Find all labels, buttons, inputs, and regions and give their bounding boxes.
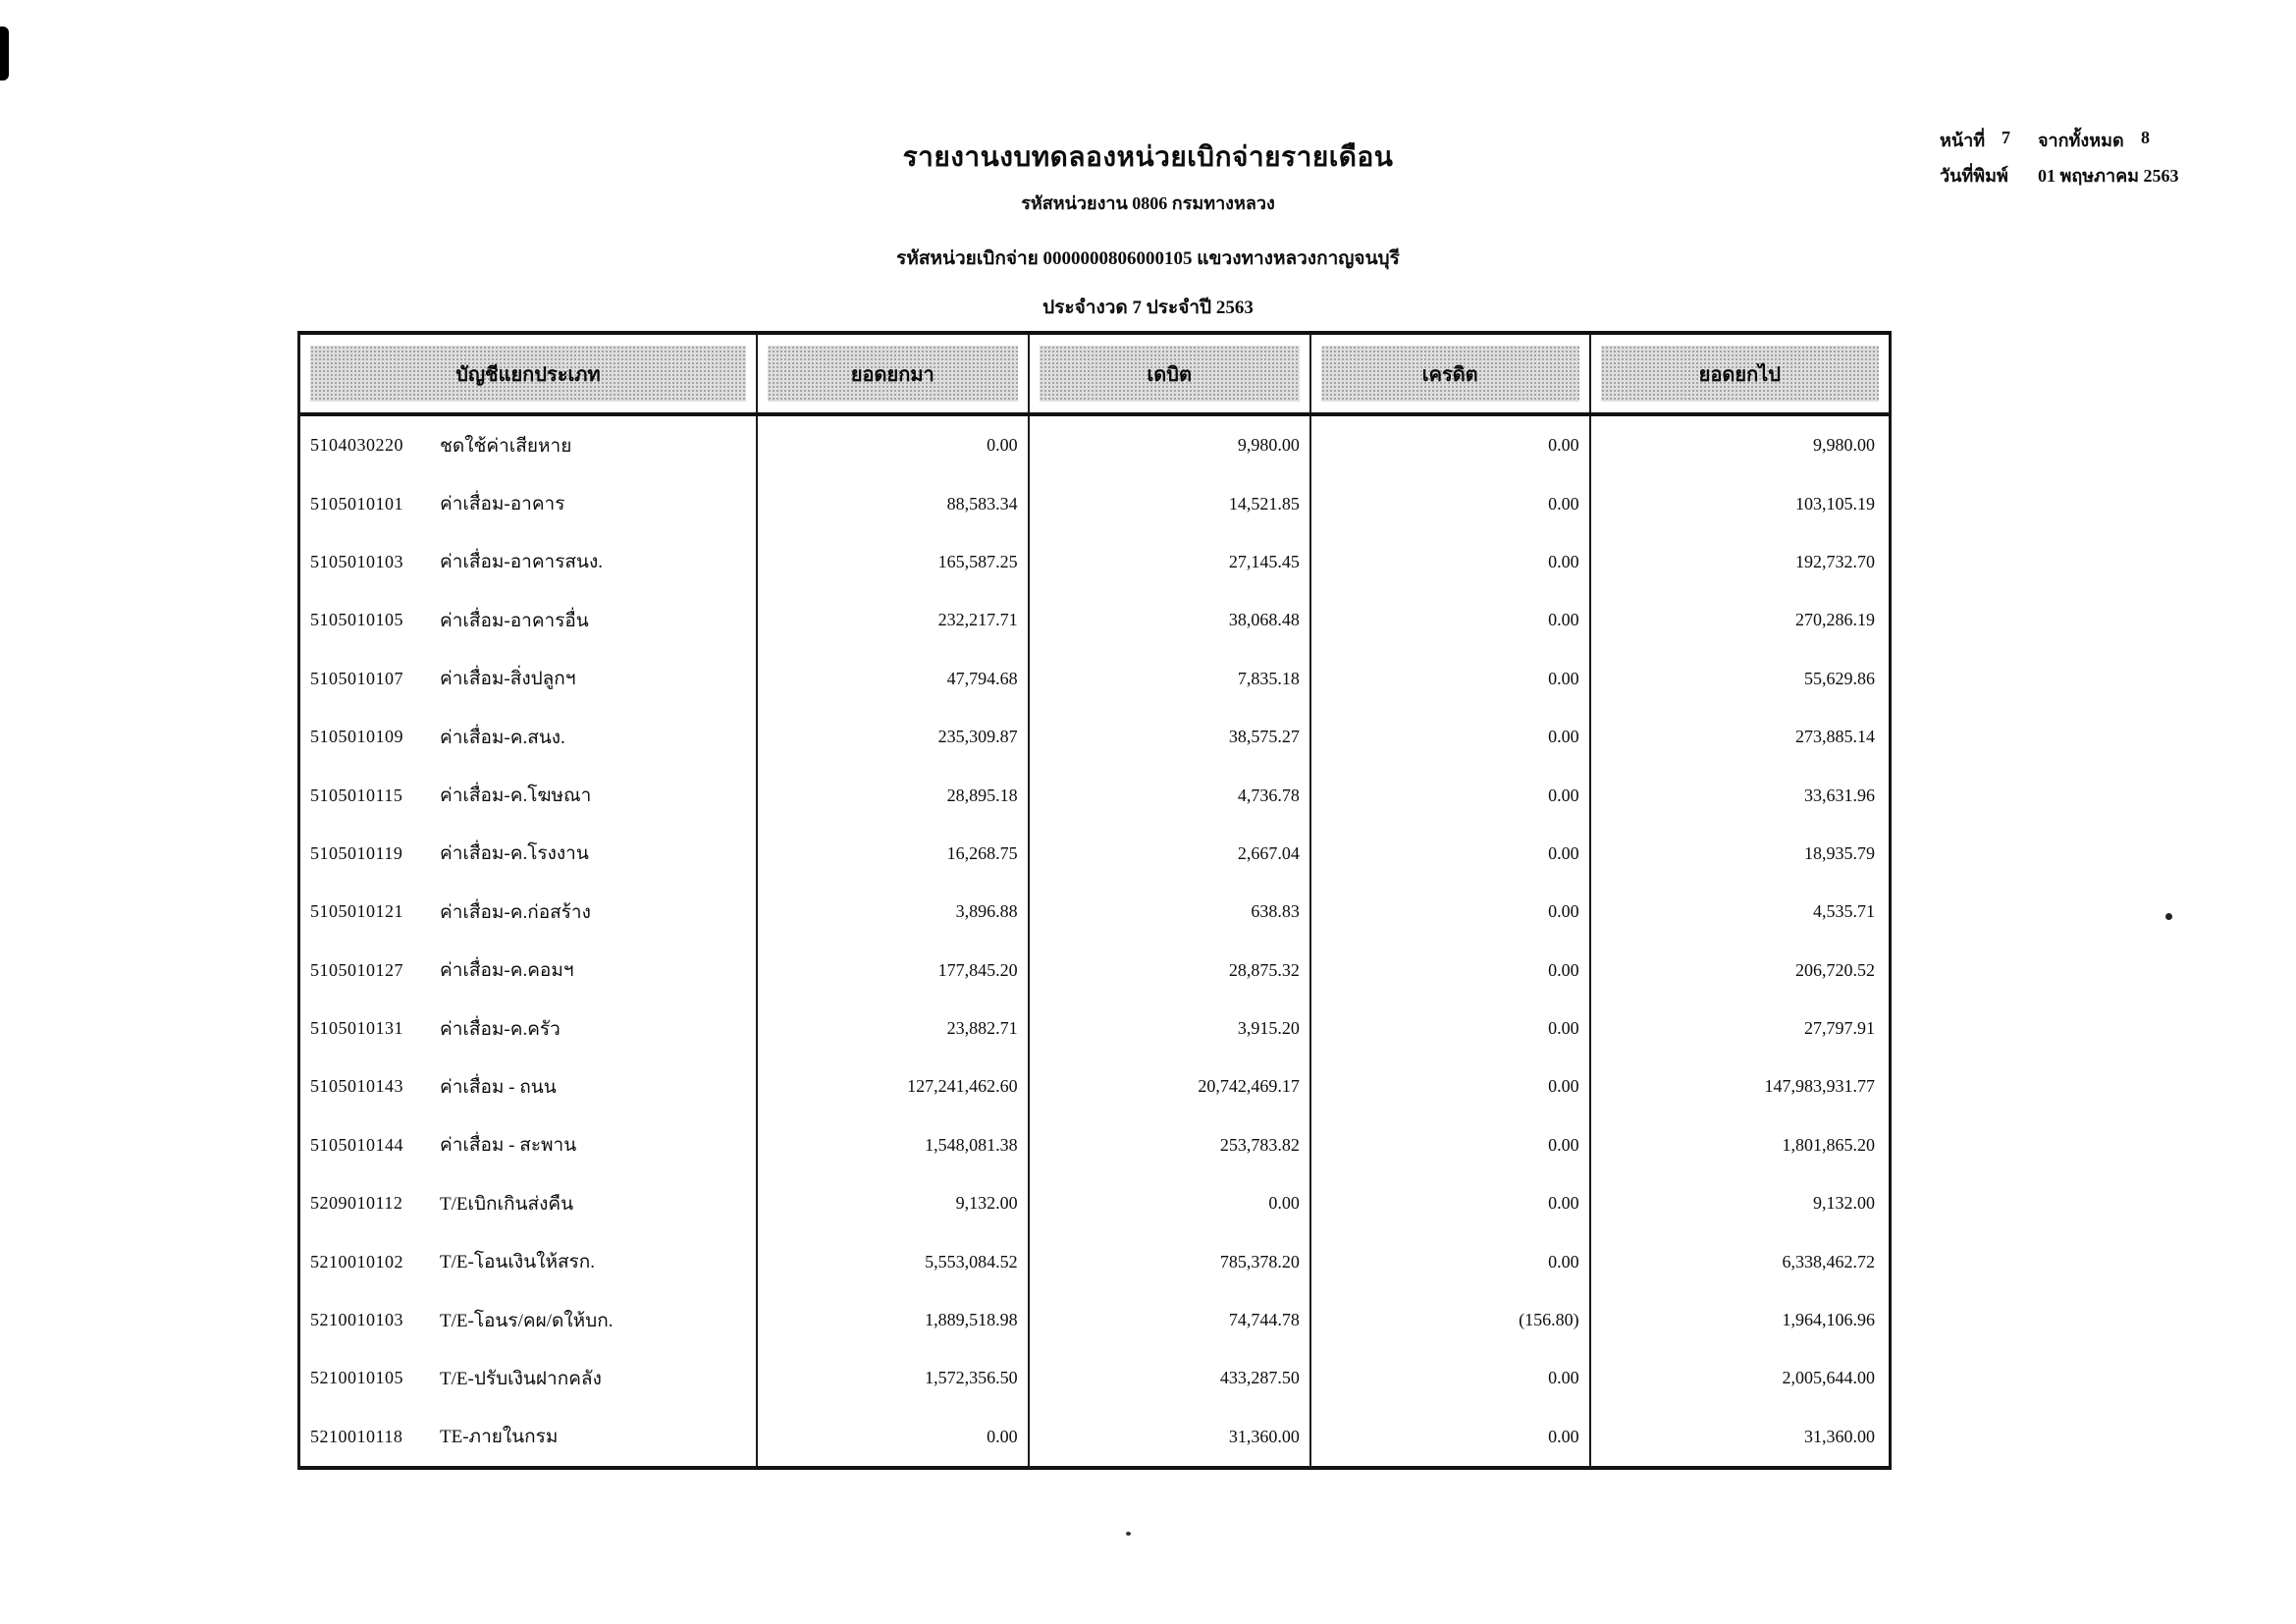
account-cell — [300, 766, 758, 824]
col-header-closing — [1591, 335, 1889, 412]
closing-balance-cell: 1,964,106.96 — [1782, 1310, 1875, 1330]
table-row — [300, 1116, 1889, 1174]
debit-cell: 433,287.50 — [1030, 1349, 1311, 1407]
account-cell — [300, 474, 758, 532]
closing-balance-cell: 31,360.00 — [1803, 1426, 1875, 1446]
debit-cell: 638.83 — [1030, 883, 1311, 941]
account-code: 5105010115 — [310, 785, 403, 805]
account-name: ค่าเสื่อม-อาคารอื่น — [440, 610, 589, 631]
account-cell — [300, 942, 758, 1000]
debit-cell: 20,742,469.17 — [1030, 1057, 1311, 1115]
table-row — [300, 766, 1889, 824]
table-body — [300, 416, 1889, 1466]
trial-balance-table — [297, 331, 1892, 1470]
credit-cell: 0.00 — [1311, 533, 1591, 591]
credit-cell: 0.00 — [1311, 825, 1591, 883]
closing-balance-cell: 273,885.14 — [1794, 727, 1875, 747]
col-header-opening — [758, 335, 1030, 412]
debit-cell: 0.00 — [1030, 1174, 1311, 1232]
account-cell — [300, 1349, 758, 1407]
account-name: ค่าเสื่อม-สิ่งปลูกฯ — [440, 669, 576, 690]
opening-balance-cell: 5,553,084.52 — [758, 1232, 1030, 1290]
account-cell — [300, 1174, 758, 1232]
credit-cell: 0.00 — [1311, 766, 1591, 824]
account-code: 5105010119 — [310, 842, 403, 863]
opening-balance-cell: 1,889,518.98 — [758, 1291, 1030, 1349]
credit-cell: 0.00 — [1311, 1174, 1591, 1232]
debit-cell: 4,736.78 — [1030, 766, 1311, 824]
table-row — [300, 942, 1889, 1000]
account-code: 5210010102 — [310, 1251, 403, 1272]
account-cell — [300, 533, 758, 591]
table-row — [300, 1057, 1889, 1115]
col-header-credit-label: เครดิต — [1421, 363, 1478, 386]
account-cell — [300, 1232, 758, 1290]
account-name: ค่าเสื่อม-อาคาร — [440, 494, 565, 515]
table-row — [300, 1232, 1889, 1290]
account-code: 5105010107 — [310, 668, 403, 688]
account-cell — [300, 825, 758, 883]
account-name: ค่าเสื่อม-ค.โฆษณา — [440, 785, 592, 807]
account-name: ค่าเสื่อม - สะพาน — [440, 1135, 577, 1157]
total-pages: 8 — [2141, 128, 2150, 147]
debit-cell: 14,521.85 — [1030, 474, 1311, 532]
table-row — [300, 1174, 1889, 1232]
col-header-closing-label: ยอดยกไป — [1698, 363, 1781, 386]
account-code: 5210010105 — [310, 1368, 403, 1388]
credit-cell: 0.00 — [1311, 708, 1591, 766]
account-name: T/E-โอนเงินให้สรก. — [440, 1252, 596, 1273]
account-cell — [300, 416, 758, 474]
debit-cell: 7,835.18 — [1030, 650, 1311, 708]
table-row — [300, 1408, 1889, 1466]
opening-balance-cell: 235,309.87 — [758, 708, 1030, 766]
opening-balance-cell: 28,895.18 — [758, 766, 1030, 824]
account-code: 5105010109 — [310, 727, 403, 747]
table-row — [300, 825, 1889, 883]
table-row — [300, 533, 1889, 591]
credit-cell: 0.00 — [1311, 474, 1591, 532]
credit-cell: 0.00 — [1311, 1116, 1591, 1174]
account-code: 5105010144 — [310, 1134, 403, 1155]
col-header-debit-label: เดบิต — [1147, 363, 1192, 386]
page-number: 7 — [2002, 128, 2010, 147]
account-code: 5105010101 — [310, 493, 403, 514]
credit-cell: 0.00 — [1311, 416, 1591, 474]
closing-balance-cell: 147,983,931.77 — [1764, 1076, 1875, 1097]
debit-cell: 3,915.20 — [1030, 1000, 1311, 1057]
credit-cell: 0.00 — [1311, 942, 1591, 1000]
account-name: T/Eเบิกเกินส่งคืน — [440, 1193, 574, 1215]
opening-balance-cell: 0.00 — [758, 1408, 1030, 1466]
account-name: ค่าเสื่อม-ค.ก่อสร้าง — [440, 901, 591, 923]
account-code: 5105010105 — [310, 610, 403, 630]
closing-balance-cell: 6,338,462.72 — [1782, 1251, 1875, 1272]
closing-balance-cell: 2,005,644.00 — [1782, 1368, 1875, 1388]
closing-balance-cell: 270,286.19 — [1794, 610, 1875, 630]
opening-balance-cell: 177,845.20 — [758, 942, 1030, 1000]
account-cell — [300, 1408, 758, 1466]
page-info — [1940, 126, 2293, 204]
account-code: 5105010131 — [310, 1018, 403, 1039]
col-header-debit — [1030, 335, 1311, 412]
opening-balance-cell: 232,217.71 — [758, 591, 1030, 649]
opening-balance-cell: 127,241,462.60 — [758, 1057, 1030, 1115]
disbursement-unit-line: รหัสหน่วยเบิกจ่าย 0000000806000105 แขวงทางหลวงกาญจนบุรี — [896, 248, 1400, 269]
closing-balance-cell: 9,132.00 — [1812, 1193, 1875, 1214]
account-name: T/E-ปรับเงินฝากคลัง — [440, 1368, 602, 1389]
account-cell — [300, 1057, 758, 1115]
print-date-label: วันที่พิมพ์ — [1940, 166, 2008, 186]
account-name: ค่าเสื่อม-ค.โรงงาน — [440, 843, 589, 865]
closing-balance-cell: 1,801,865.20 — [1782, 1134, 1875, 1155]
debit-cell: 2,667.04 — [1030, 825, 1311, 883]
account-cell — [300, 650, 758, 708]
account-code: 5105010127 — [310, 959, 403, 980]
closing-balance-cell: 206,720.52 — [1794, 959, 1875, 980]
account-name: ค่าเสื่อม - ถนน — [440, 1076, 557, 1098]
credit-cell: 0.00 — [1311, 883, 1591, 941]
account-code: 5209010112 — [310, 1193, 403, 1214]
debit-cell: 38,068.48 — [1030, 591, 1311, 649]
credit-cell: 0.00 — [1311, 591, 1591, 649]
closing-balance-cell: 103,105.19 — [1794, 493, 1875, 514]
credit-cell: 0.00 — [1311, 1232, 1591, 1290]
account-name: ค่าเสื่อม-ค.ครัว — [440, 1018, 561, 1040]
scan-artifact-speck — [1126, 1532, 1131, 1536]
credit-cell: 0.00 — [1311, 1000, 1591, 1057]
debit-cell: 785,378.20 — [1030, 1232, 1311, 1290]
account-name: T/E-โอนร/คผ/ดให้บก. — [440, 1310, 614, 1331]
account-name: TE-ภายในกรม — [440, 1427, 559, 1448]
account-name: ค่าเสื่อม-อาคารสนง. — [440, 552, 604, 573]
account-cell — [300, 591, 758, 649]
period-line: ประจำงวด 7 ประจำปี 2563 — [1042, 298, 1254, 318]
debit-cell: 31,360.00 — [1030, 1408, 1311, 1466]
closing-balance-cell: 4,535.71 — [1812, 901, 1875, 922]
table-header-row — [300, 335, 1889, 416]
account-cell — [300, 1116, 758, 1174]
debit-cell: 38,575.27 — [1030, 708, 1311, 766]
closing-balance-cell: 192,732.70 — [1794, 551, 1875, 571]
closing-balance-cell: 9,980.00 — [1812, 435, 1875, 456]
col-header-account-label: บัญชีแยกประเภท — [455, 363, 601, 386]
debit-cell: 27,145.45 — [1030, 533, 1311, 591]
opening-balance-cell: 47,794.68 — [758, 650, 1030, 708]
opening-balance-cell: 3,896.88 — [758, 883, 1030, 941]
account-code: 5210010118 — [310, 1426, 403, 1446]
print-date: 01 พฤษภาคม 2563 — [2038, 166, 2179, 186]
debit-cell: 28,875.32 — [1030, 942, 1311, 1000]
closing-balance-cell: 33,631.96 — [1803, 785, 1875, 805]
table-row — [300, 1000, 1889, 1057]
opening-balance-cell: 9,132.00 — [758, 1174, 1030, 1232]
page-label: หน้าที่ — [1940, 131, 1986, 150]
opening-balance-cell: 16,268.75 — [758, 825, 1030, 883]
col-header-account — [300, 335, 758, 412]
report-title: รายงานงบทดลองหน่วยเบิกจ่ายรายเดือน — [902, 142, 1394, 173]
account-cell — [300, 883, 758, 941]
col-header-opening-label: ยอดยกมา — [850, 363, 934, 386]
closing-balance-cell: 18,935.79 — [1803, 842, 1875, 863]
account-cell — [300, 708, 758, 766]
account-code: 5105010103 — [310, 551, 403, 571]
scan-artifact-blob — [0, 27, 9, 81]
table-row — [300, 474, 1889, 532]
credit-cell: 0.00 — [1311, 1408, 1591, 1466]
opening-balance-cell: 165,587.25 — [758, 533, 1030, 591]
opening-balance-cell: 1,572,356.50 — [758, 1349, 1030, 1407]
account-code: 5210010103 — [310, 1310, 403, 1330]
account-cell — [300, 1000, 758, 1057]
table-row — [300, 650, 1889, 708]
opening-balance-cell: 23,882.71 — [758, 1000, 1030, 1057]
table-row — [300, 591, 1889, 649]
account-name: ชดใช้ค่าเสียหาย — [440, 435, 572, 457]
opening-balance-cell: 1,548,081.38 — [758, 1116, 1030, 1174]
credit-cell: 0.00 — [1311, 1349, 1591, 1407]
table-row — [300, 883, 1889, 941]
account-code: 5105010143 — [310, 1076, 403, 1097]
opening-balance-cell: 88,583.34 — [758, 474, 1030, 532]
account-code: 5105010121 — [310, 901, 403, 922]
account-code: 5104030220 — [310, 435, 403, 456]
col-header-credit — [1311, 335, 1591, 412]
table-row — [300, 1291, 1889, 1349]
account-name: ค่าเสื่อม-ค.สนง. — [440, 727, 565, 748]
scan-artifact-speck — [2165, 913, 2172, 920]
account-name: ค่าเสื่อม-ค.คอมฯ — [440, 960, 574, 982]
credit-cell: 0.00 — [1311, 650, 1591, 708]
debit-cell: 9,980.00 — [1030, 416, 1311, 474]
credit-cell: (156.80) — [1311, 1291, 1591, 1349]
opening-balance-cell: 0.00 — [758, 416, 1030, 474]
debit-cell: 253,783.82 — [1030, 1116, 1311, 1174]
debit-cell: 74,744.78 — [1030, 1291, 1311, 1349]
closing-balance-cell: 27,797.91 — [1803, 1018, 1875, 1039]
account-cell — [300, 1291, 758, 1349]
credit-cell: 0.00 — [1311, 1057, 1591, 1115]
table-row — [300, 708, 1889, 766]
total-pages-label: จากทั้งหมด — [2038, 131, 2124, 150]
closing-balance-cell: 55,629.86 — [1803, 668, 1875, 688]
table-row — [300, 416, 1889, 474]
agency-code-line: รหัสหน่วยงาน 0806 กรมทางหลวง — [1021, 193, 1275, 213]
table-row — [300, 1349, 1889, 1407]
